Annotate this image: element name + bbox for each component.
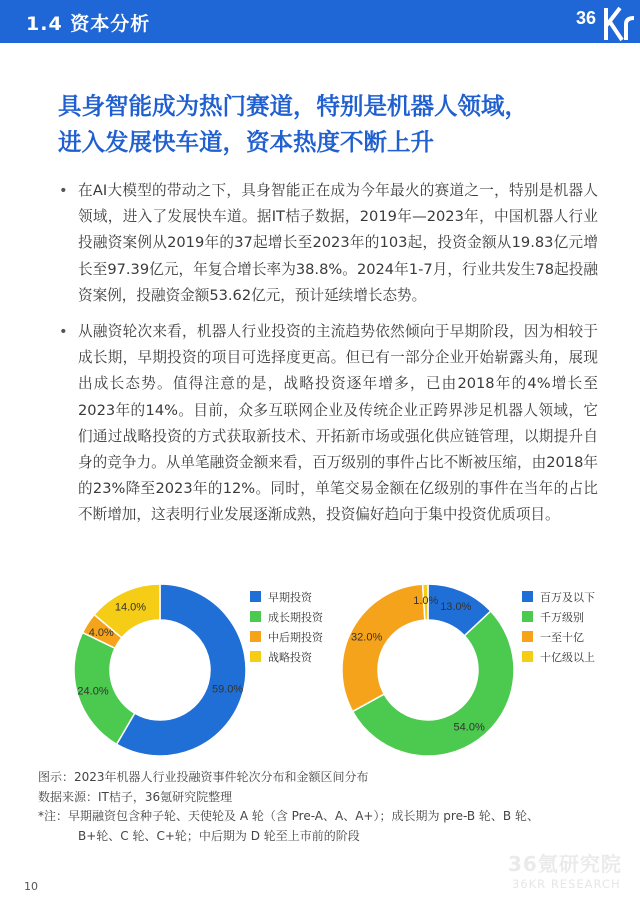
watermark-cn: 36氪研究院 xyxy=(508,852,622,876)
legend-swatch xyxy=(522,611,533,622)
bullet-list xyxy=(78,178,598,539)
svg-text:36: 36 xyxy=(576,8,597,28)
legend-swatch xyxy=(522,651,533,662)
footnote-line-2: B+轮、C 轮、C+轮；中后期为 D 轮至上市前的阶段 xyxy=(78,828,360,843)
headline xyxy=(58,88,618,160)
figure-caption: 图示：2023年机器人行业投融资事件轮次分布和金额区间分布 xyxy=(38,770,369,784)
slice-label: 14.0% xyxy=(114,601,147,614)
legend-swatch xyxy=(250,611,261,622)
legend-label: 战略投资 xyxy=(268,651,312,664)
legend-swatch xyxy=(522,631,533,642)
legend-label: 十亿级以上 xyxy=(540,651,595,664)
slice-label: 24.0% xyxy=(77,685,109,698)
legend-label: 百万及以下 xyxy=(540,591,595,604)
legend-label: 中后期投资 xyxy=(268,631,323,644)
legend-label: 早期投资 xyxy=(268,591,312,604)
donut-svg-amount-distribution xyxy=(338,583,518,758)
legend-label: 一至十亿 xyxy=(540,631,584,644)
bullet-paragraph: • 从融资轮次来看，机器人行业投资的主流趋势依然倾向于早期阶段，因为相较于成长期，早期投资的项目可选择度更高。但已有一部分企业开始崭露头角，展现出成长态势。值得注意的是，战略投资逐年增多，已由2018年的4%增长至2023年的14%。目前，众多互联网企业及传统企业正跨界涉足机器人领域，它们通过战略投资的方式获取新技术、开拓新市场或强化供应链管理，以期提升自身的竞争力。从单笔融资金额来看，百万级别的事件占比不断被压缩，由2018年的23%降至2023年的12%。同时，单笔交易金额在亿级别的事件在当年的占比不断增加，这表明行业发展逐渐成熟，投资偏好趋向于集中投资优质项目。 xyxy=(78,319,598,529)
footnote-line-1: *注：早期融资包含种子轮、天使轮及 A 轮（含 Pre-A、A、A+）；成长期为 pre-B 轮、B 轮、 xyxy=(38,809,539,823)
page-number: 10 xyxy=(24,880,38,893)
section-header-bar xyxy=(0,0,578,43)
section-title: 1.4 资本分析 xyxy=(26,13,151,35)
data-source: 数据来源：IT桔子，36氪研究院整理 xyxy=(38,789,233,804)
donut-chart-amount-distribution xyxy=(338,583,518,758)
slice-label: 32.0% xyxy=(351,631,383,644)
donut-svg-round-distribution xyxy=(70,583,250,758)
headline-line-2: 进入发展快车道，资本热度不断上升 xyxy=(58,128,434,156)
legend-swatch xyxy=(250,591,261,602)
slice-label: 13.0% xyxy=(440,600,472,613)
bullet-paragraph: • 在AI大模型的带动之下，具身智能正在成为今年最火的赛道之一，特别是机器人领域，进入了发展快车道。据IT桔子数据，2019年—2023年，中国机器人行业投融资案例从2019年的37起增长至2023年的103起，投资金额从19.83亿元增长至97.39亿元，年复合增长率为38.8%。2024年1-7月，行业共发生78起投融资案例，投融资金额53.62亿元，预计延续增长态势。 xyxy=(78,178,598,309)
watermark-en: 36KR RESEARCH xyxy=(512,877,621,891)
legend-label: 成长期投资 xyxy=(268,611,323,624)
36kr-logo xyxy=(570,0,640,43)
headline-line-1: 具身智能成为热门赛道，特别是机器人领域， xyxy=(58,92,528,120)
figure-notes xyxy=(38,768,608,846)
legend-swatch xyxy=(250,651,261,662)
slice-label: 1.0% xyxy=(413,595,439,608)
slice-label: 54.0% xyxy=(453,721,485,734)
legend-swatch xyxy=(250,631,261,642)
slice-label: 59.0% xyxy=(211,683,244,696)
legend-swatch xyxy=(522,591,533,602)
donut-chart-round-distribution xyxy=(70,583,250,758)
legend-label: 千万级别 xyxy=(540,611,584,624)
slice-label: 4.0% xyxy=(88,626,114,639)
